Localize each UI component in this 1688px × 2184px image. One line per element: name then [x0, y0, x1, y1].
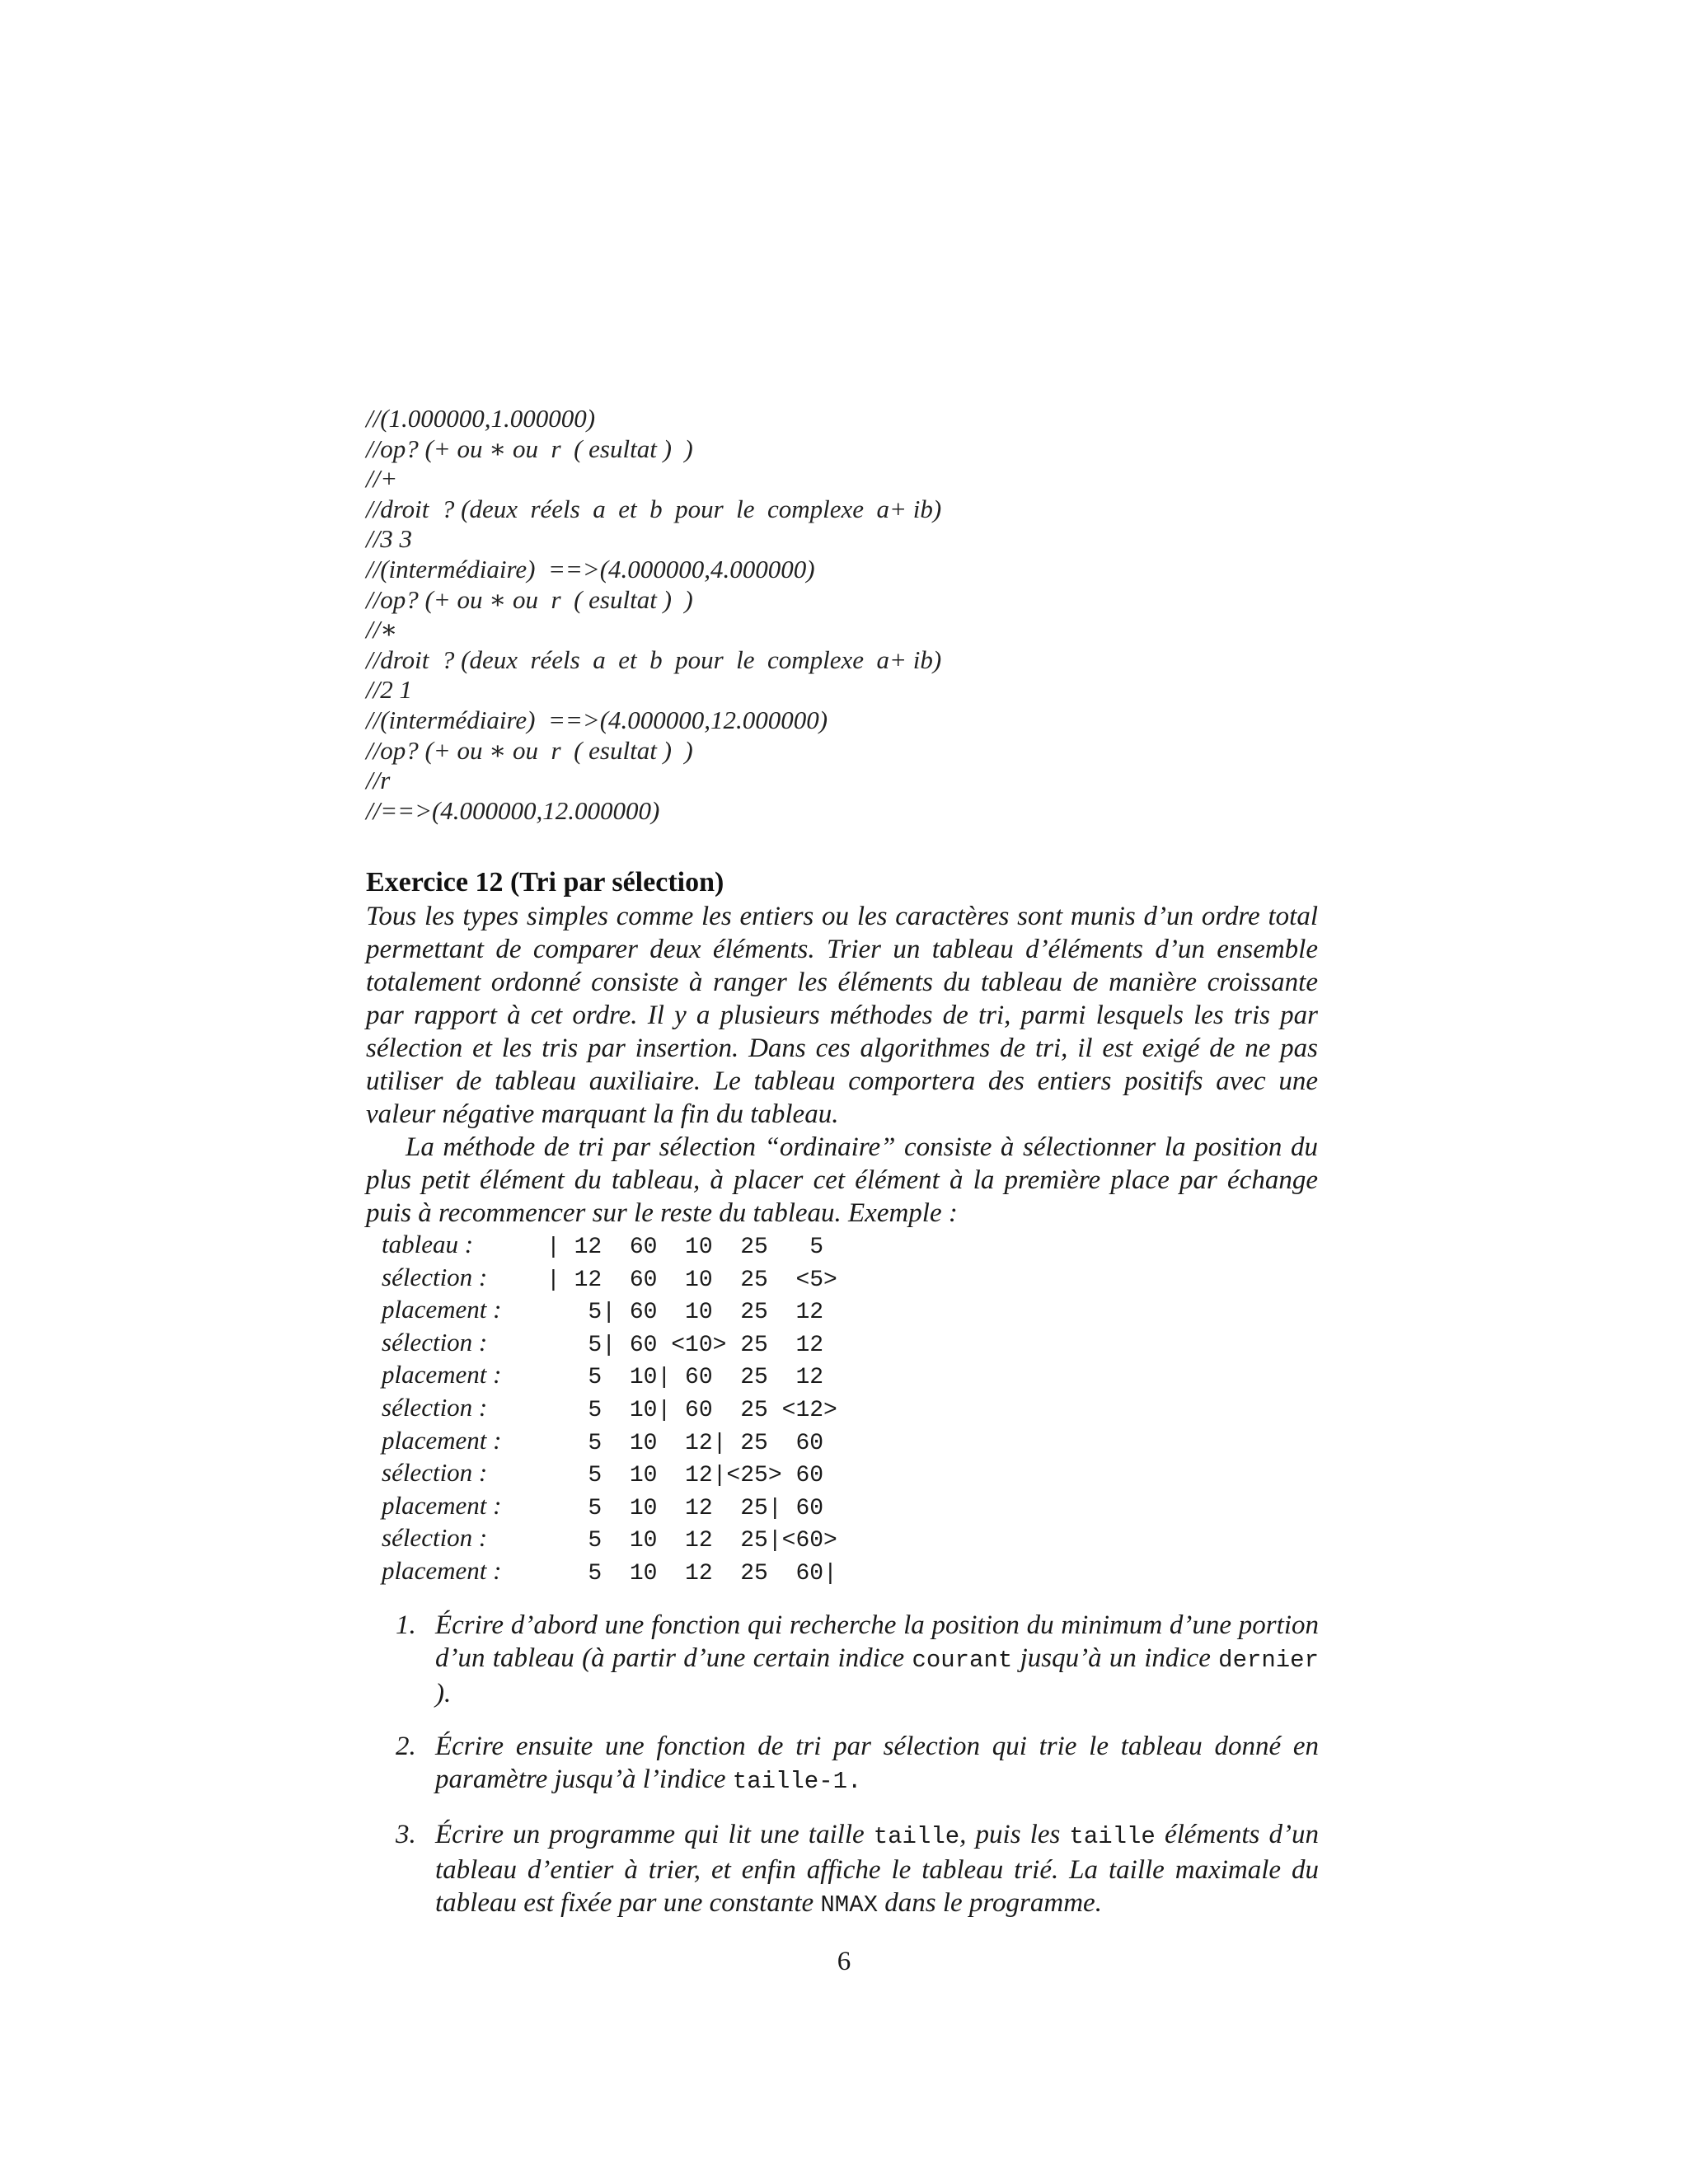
example-row: [382, 1391, 837, 1424]
question-text: dans le programme.: [878, 1888, 1102, 1918]
row-label: placement :: [382, 1425, 502, 1455]
code-line: //op? (+ ou ∗ ou r ( esultat ) ): [366, 434, 693, 463]
question-item: [396, 1730, 1319, 1798]
row-label: placement :: [382, 1360, 502, 1390]
question-text: éléments d’un tableau d’entier à trier, et enfin affiche le tableau trié. La taille maximale du tableau est fixée par une constante: [435, 1820, 1319, 1918]
code-line: //droit ? (deux réels a et b pour le complexe a+ ib): [366, 494, 942, 523]
question-item: [396, 1609, 1319, 1710]
question-text: Écrire un programme qui lit une taille: [435, 1820, 874, 1849]
code-identifier: taille: [873, 1823, 960, 1850]
row-values: 5 10 12 25 60|: [546, 1560, 837, 1586]
example-row: [382, 1424, 837, 1457]
example-row: [382, 1456, 837, 1489]
code-identifier: taille: [1069, 1823, 1156, 1850]
row-values: 5 10| 60 25 12: [546, 1365, 824, 1391]
example-row: [382, 1326, 837, 1359]
row-label: placement :: [382, 1490, 502, 1520]
row-label: sélection :: [382, 1523, 488, 1553]
row-values: | 12 60 10 25 <5>: [546, 1267, 837, 1293]
example-row: [382, 1489, 837, 1522]
row-label: sélection :: [382, 1262, 488, 1291]
code-identifier: taille-1.: [732, 1768, 862, 1795]
question-list: [396, 1609, 1319, 1942]
question-text: jusqu’à un indice: [1012, 1643, 1219, 1673]
question-text: , puis les: [959, 1820, 1070, 1849]
question-text: Écrire ensuite une fonction de tri par sélection qui trie le tableau donné en paramètre jusqu’à l’indice: [435, 1732, 1319, 1794]
row-label: sélection :: [382, 1458, 488, 1488]
row-label: placement :: [382, 1295, 502, 1324]
row-values: 5 10 12 25| 60: [546, 1495, 824, 1521]
code-identifier: dernier: [1218, 1647, 1319, 1674]
code-line: //3 3: [366, 524, 412, 554]
example-row: [382, 1521, 837, 1554]
row-values: 5 10| 60 25 <12>: [546, 1397, 837, 1423]
question-text: ).: [435, 1679, 452, 1708]
example-row: [382, 1228, 837, 1261]
question-number: 1.: [396, 1610, 416, 1640]
code-output-comments: [366, 404, 1437, 826]
code-line: //droit ? (deux réels a et b pour le complexe a+ ib): [366, 644, 942, 674]
intro-paragraph: Tous les types simples comme les entiers ou les caractères sont munis d’un ordre total permettant de comparer deux éléments. Trier un tableau d’éléments d’un ensemble totalement ordonné consiste à ranger les éléments du tableau de manière croissante par rapport à cet ordre. Il y a plusieurs méthodes de tri, parmi lesquels les tris par sélection et les tris par insertion. Dans ces algorithmes de tri, il est exigé de ne pas utiliser de tableau auxiliaire. Le tableau comportera des entiers positifs avec une valeur négative marquant la fin du tableau.: [366, 902, 1318, 1129]
code-identifier: courant: [912, 1647, 1013, 1674]
code-line: //2 1: [366, 675, 412, 705]
example-row: [382, 1358, 837, 1391]
row-values: 5| 60 10 25 12: [546, 1300, 824, 1326]
code-line: //(intermédiaire) ==>(4.000000,4.000000): [366, 554, 815, 583]
code-line: //(1.000000,1.000000): [366, 404, 596, 433]
code-identifier: NMAX: [820, 1891, 879, 1919]
example-row: [382, 1261, 837, 1294]
row-values: 5 10 12 25|<60>: [546, 1528, 837, 1554]
code-line: //r: [366, 766, 391, 795]
row-label: sélection :: [382, 1327, 488, 1357]
exercise-title: Exercice 12 (Tri par sélection): [366, 867, 724, 898]
example-row: [382, 1293, 837, 1326]
code-line: //op? (+ ou ∗ ou r ( esultat ) ): [366, 735, 693, 765]
row-values: 5 10 12|<25> 60: [546, 1463, 824, 1489]
question-item: [396, 1818, 1319, 1922]
question-number: 2.: [396, 1732, 416, 1761]
page-number: 6: [837, 1947, 851, 1976]
selection-sort-example: [382, 1228, 837, 1587]
code-line: //op? (+ ou ∗ ou r ( esultat ) ): [366, 584, 693, 614]
row-label: placement :: [382, 1555, 502, 1585]
code-line: //∗: [366, 615, 398, 644]
method-paragraph: La méthode de tri par sélection “ordinaire” consiste à sélectionner la position du plus petit élément du tableau, à placer cet élément à la première place par échange puis à recommencer sur le reste du tableau. Exemple :: [366, 1132, 1318, 1228]
question-number: 3.: [396, 1820, 416, 1849]
row-label: sélection :: [382, 1392, 488, 1422]
code-line: //(intermédiaire) ==>(4.000000,12.000000): [366, 705, 828, 734]
code-line: //+: [366, 464, 398, 494]
example-row: [382, 1554, 837, 1587]
row-values: 5 10 12| 25 60: [546, 1430, 824, 1456]
code-line: //==>(4.000000,12.000000): [366, 795, 660, 825]
question-text: Écrire d’abord une fonction qui recherche la position du minimum d’une portion d’un tableau (à partir d’une certain indice: [435, 1610, 1319, 1673]
row-values: | 12 60 10 25 5: [546, 1235, 824, 1260]
row-values: 5| 60 <10> 25 12: [546, 1332, 824, 1358]
row-label: tableau :: [382, 1230, 474, 1258]
